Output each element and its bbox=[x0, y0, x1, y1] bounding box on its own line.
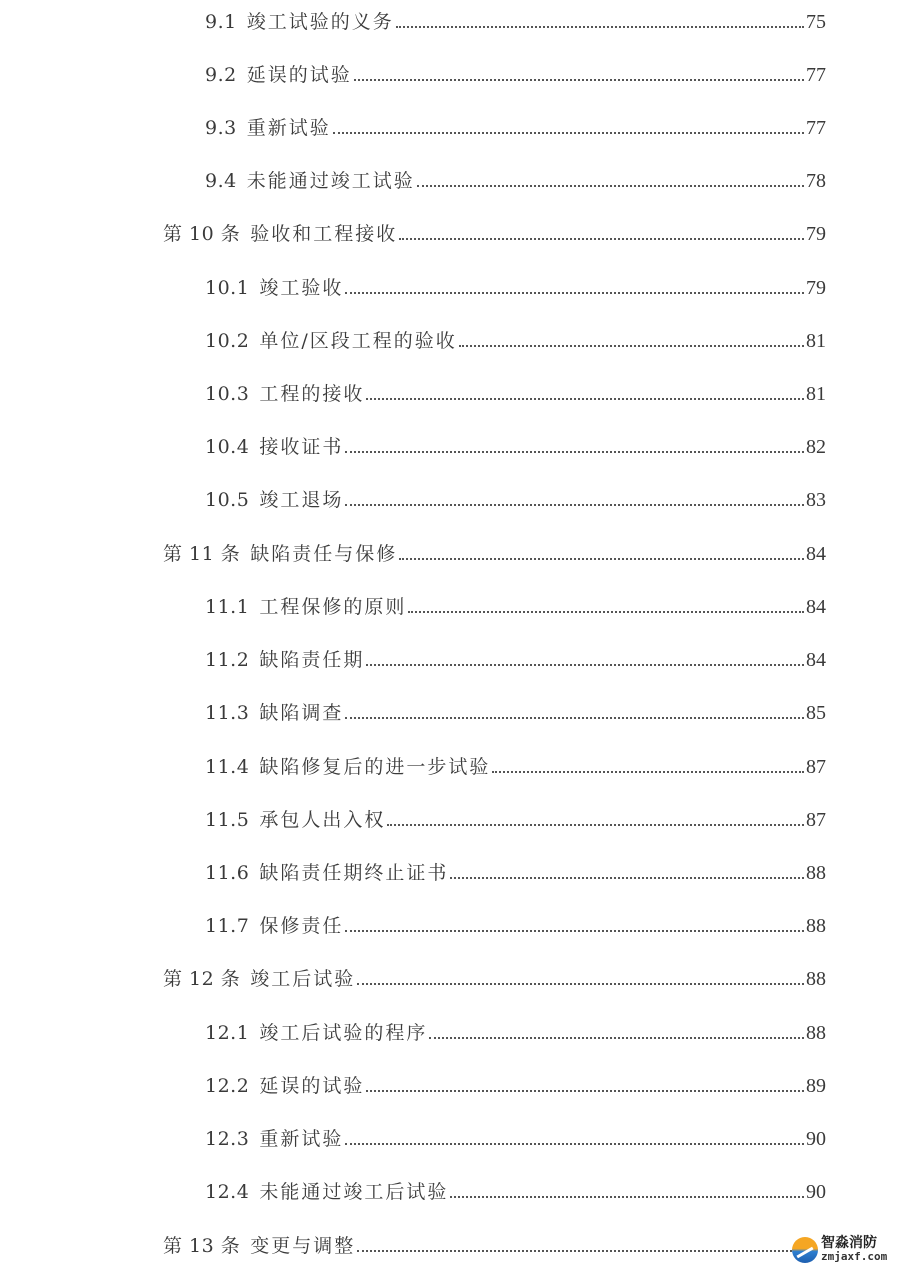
toc-entry-page: 90 bbox=[806, 1181, 826, 1203]
toc-entry[interactable] bbox=[205, 802, 826, 832]
dot-leader bbox=[417, 184, 804, 187]
toc-entry-title: 缺陷修复后的进一步试验 bbox=[259, 756, 491, 778]
toc-entry-title: 竣工后试验的程序 bbox=[259, 1022, 428, 1044]
toc-entry[interactable] bbox=[205, 749, 826, 779]
toc-entry-number: 11.1 bbox=[205, 596, 250, 618]
brand-logo-icon bbox=[792, 1237, 818, 1263]
toc-entry-title: 竣工试验的义务 bbox=[246, 11, 394, 33]
toc-chapter-entry[interactable] bbox=[163, 216, 826, 246]
toc-entry-page: 84 bbox=[806, 543, 826, 565]
toc-entry[interactable] bbox=[205, 1068, 826, 1098]
dot-leader bbox=[429, 1036, 804, 1039]
toc-entry[interactable] bbox=[205, 163, 826, 193]
toc-entry-title: 缺陷责任与保修 bbox=[250, 543, 398, 565]
toc-entry-number: 11.5 bbox=[205, 809, 250, 831]
dot-leader bbox=[450, 1195, 804, 1198]
toc-entry[interactable] bbox=[205, 589, 826, 619]
toc-entry[interactable] bbox=[205, 270, 826, 300]
toc-entry-title: 竣工验收 bbox=[259, 277, 344, 299]
toc-entry[interactable] bbox=[205, 1174, 826, 1204]
toc-entry-number: 12.2 bbox=[205, 1075, 250, 1097]
toc-entry-title: 验收和工程接收 bbox=[250, 223, 398, 245]
dot-leader bbox=[366, 397, 804, 400]
toc-entry-page: 88 bbox=[806, 968, 826, 990]
toc-entry-page: 84 bbox=[806, 649, 826, 671]
watermark-text bbox=[821, 1236, 887, 1264]
toc-entry-page: 84 bbox=[806, 596, 826, 618]
watermark bbox=[792, 1232, 892, 1268]
toc-entry-page: 90 bbox=[806, 1128, 826, 1150]
toc-entry[interactable] bbox=[205, 855, 826, 885]
toc-entry-number: 11.6 bbox=[205, 862, 250, 884]
dot-leader bbox=[345, 450, 804, 453]
toc-entry-page: 78 bbox=[806, 170, 826, 192]
toc-entry-page: 87 bbox=[806, 756, 826, 778]
toc-entry-number: 10.2 bbox=[205, 330, 250, 352]
dot-leader bbox=[345, 291, 804, 294]
toc-entry-title: 保修责任 bbox=[259, 915, 344, 937]
toc-entry-page: 79 bbox=[806, 223, 826, 245]
toc-entry-page: 85 bbox=[806, 702, 826, 724]
dot-leader bbox=[399, 557, 804, 560]
toc-entry-number: 11.2 bbox=[205, 649, 250, 671]
toc-entry-title: 重新试验 bbox=[246, 117, 331, 139]
toc-entry-title: 单位/区段工程的验收 bbox=[259, 330, 457, 352]
dot-leader bbox=[345, 503, 804, 506]
toc-entry-title: 未能通过竣工试验 bbox=[246, 170, 415, 192]
toc-entry-title: 变更与调整 bbox=[250, 1235, 356, 1257]
toc-entry-number: 10.4 bbox=[205, 436, 250, 458]
toc-chapter-entry[interactable] bbox=[163, 536, 826, 566]
toc-entry[interactable] bbox=[205, 429, 826, 459]
dot-leader bbox=[354, 78, 804, 81]
toc-chapter-entry[interactable] bbox=[163, 961, 826, 991]
watermark-url: zmjaxf.com bbox=[821, 1250, 888, 1263]
toc-entry-title: 工程保修的原则 bbox=[259, 596, 407, 618]
toc-entry-number: 11.4 bbox=[205, 756, 250, 778]
toc-entry-number: 9.4 bbox=[205, 170, 237, 192]
dot-leader bbox=[357, 1249, 824, 1252]
dot-leader bbox=[408, 610, 804, 613]
toc-entry-title: 延误的试验 bbox=[259, 1075, 365, 1097]
toc-entry-number: 10.3 bbox=[205, 383, 250, 405]
toc-entry[interactable] bbox=[205, 642, 826, 672]
toc-entry-number: 11.3 bbox=[205, 702, 250, 724]
dot-leader bbox=[366, 663, 804, 666]
toc-entry[interactable] bbox=[205, 482, 826, 512]
watermark-brand-name: 智淼消防 bbox=[821, 1235, 877, 1251]
toc-entry[interactable] bbox=[205, 323, 826, 353]
toc-entry-title: 承包人出入权 bbox=[259, 809, 386, 831]
toc-entry-number: 9.3 bbox=[205, 117, 237, 139]
toc-entry-page: 87 bbox=[806, 809, 826, 831]
dot-leader bbox=[357, 982, 804, 985]
dot-leader bbox=[333, 131, 804, 134]
toc-entry-page: 88 bbox=[806, 862, 826, 884]
toc-entry-page: 88 bbox=[806, 1022, 826, 1044]
toc-chapter-entry[interactable] bbox=[163, 1228, 826, 1258]
toc-entry-page: 88 bbox=[806, 915, 826, 937]
toc-entry-number: 第 10 条 bbox=[163, 223, 241, 245]
toc-entry-number: 9.2 bbox=[205, 64, 237, 86]
dot-leader bbox=[459, 344, 804, 347]
toc-entry-title: 缺陷调查 bbox=[259, 702, 344, 724]
dot-leader bbox=[366, 1089, 804, 1092]
toc-entry-number: 第 11 条 bbox=[163, 543, 241, 565]
toc-entry-title: 重新试验 bbox=[259, 1128, 344, 1150]
toc-entry-number: 9.1 bbox=[205, 11, 237, 33]
toc-entry-title: 接收证书 bbox=[259, 436, 344, 458]
toc-entry-page: 77 bbox=[806, 64, 826, 86]
toc-entry-title: 工程的接收 bbox=[259, 383, 365, 405]
toc-entry-title: 未能通过竣工后试验 bbox=[259, 1181, 449, 1203]
toc-entry-number: 10.1 bbox=[205, 277, 250, 299]
dot-leader bbox=[345, 716, 804, 719]
toc-entry-title: 竣工后试验 bbox=[250, 968, 356, 990]
toc-entry[interactable] bbox=[205, 4, 826, 34]
toc-entry-page: 82 bbox=[806, 436, 826, 458]
toc-entry-number: 第 13 条 bbox=[163, 1235, 241, 1257]
dot-leader bbox=[399, 237, 804, 240]
toc-entry-page: 81 bbox=[806, 383, 826, 405]
toc-entry[interactable] bbox=[205, 1015, 826, 1045]
dot-leader bbox=[387, 823, 804, 826]
toc-entry-page: 77 bbox=[806, 117, 826, 139]
toc-entry-title: 延误的试验 bbox=[246, 64, 352, 86]
toc-entry-title: 缺陷责任期 bbox=[259, 649, 365, 671]
toc-entry-page: 83 bbox=[806, 489, 826, 511]
dot-leader bbox=[450, 876, 804, 879]
toc-entry-page: 79 bbox=[806, 277, 826, 299]
dot-leader bbox=[345, 1142, 804, 1145]
toc-entry-number: 10.5 bbox=[205, 489, 250, 511]
toc-entry[interactable] bbox=[205, 908, 826, 938]
toc-entry[interactable] bbox=[205, 57, 826, 87]
toc-entry-page: 75 bbox=[806, 11, 826, 33]
toc-entry-page: 81 bbox=[806, 330, 826, 352]
toc-entry-number: 第 12 条 bbox=[163, 968, 241, 990]
toc-entry[interactable] bbox=[205, 695, 826, 725]
toc-entry[interactable] bbox=[205, 110, 826, 140]
toc-entry-number: 11.7 bbox=[205, 915, 250, 937]
toc-entry-number: 12.4 bbox=[205, 1181, 250, 1203]
dot-leader bbox=[345, 929, 804, 932]
toc-entry-title: 竣工退场 bbox=[259, 489, 344, 511]
toc-entry-page: 89 bbox=[806, 1075, 826, 1097]
toc-entry-number: 12.1 bbox=[205, 1022, 250, 1044]
toc-entry-number: 12.3 bbox=[205, 1128, 250, 1150]
dot-leader bbox=[492, 770, 804, 773]
dot-leader bbox=[396, 25, 804, 28]
toc-entry[interactable] bbox=[205, 1121, 826, 1151]
toc-entry[interactable] bbox=[205, 376, 826, 406]
toc-entry-title: 缺陷责任期终止证书 bbox=[259, 862, 449, 884]
